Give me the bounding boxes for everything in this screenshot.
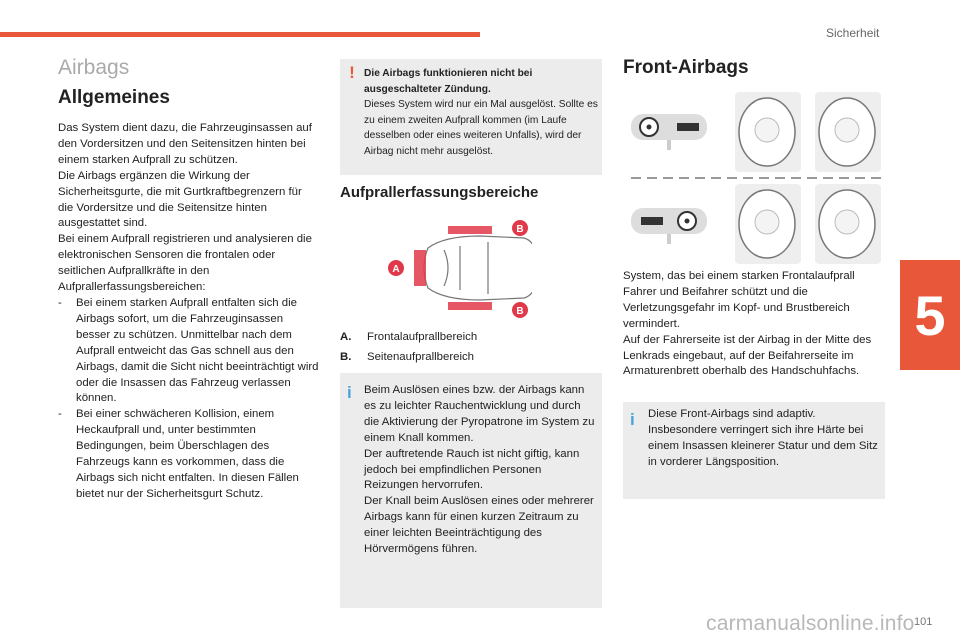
list-item (58, 407, 320, 502)
seat-occupant-2 (815, 92, 881, 172)
warning-body-text: Dieses System wird nur ein Mal ausgelöst. Sollte es zu einem zweiten Aufprall kommen (im Laufe desselben oder eines weiteren Unfalls), wird der Airbag nicht mehr ausgelöst. (364, 99, 598, 157)
paragraph: Beim Auslösen eines bzw. der Airbags kann es zu leichter Rauchentwicklung und durch die Aktivierung der Pyropatrone im System zu einem Knall kommen. (364, 384, 595, 444)
paragraph: Der Knall beim Auslösen eines oder mehrerer Airbags kann für einen kurzen Zeitraum zu einer leichten Beeinträchtigung des Hörvermögens führen. (364, 495, 594, 556)
front-airbags-text (623, 269, 885, 380)
legend-label: Frontalaufprallbereich (367, 331, 478, 343)
header-accent-bar (0, 32, 480, 37)
paragraph: Der auftretende Rauch ist nicht giftig, kann jedoch bei empfindlichen Personen Reizungen hervorrufen. (364, 447, 580, 492)
warning-text (364, 66, 598, 160)
info-icon: i (630, 410, 635, 429)
seat-occupant-1 (735, 92, 801, 172)
bullet-dash: - (58, 408, 62, 421)
legend-key: A. (340, 331, 352, 343)
page-title: Airbags (58, 56, 130, 79)
section-name: Sicherheit (826, 26, 880, 40)
dashboard-lhd (631, 114, 707, 150)
info-text: Diese Front-Airbags sind adaptiv. Insbesondere verringert sich ihre Härte bei einem Insassen kleinerer Statur und dem Sitz in vorderer Längsposition. (648, 408, 878, 468)
paragraph: Das System dient dazu, die Fahrzeuginsassen auf den Vordersitzen und den Seitensitzen hinten bei einem starken Aufprall zu schützen. (58, 122, 312, 166)
watermark: carmanualsonline.info (706, 612, 915, 635)
legend-item (340, 327, 600, 347)
bullet-dash: - (58, 296, 62, 309)
front-airbags-diagram (631, 90, 883, 265)
list-item (58, 296, 320, 407)
marker-b-top (512, 220, 528, 236)
section-heading: Aufprallerfassungsbereiche (340, 184, 539, 201)
warning-bold-text: Die Airbags funktionieren nicht bei ausgeschalteter Zündung. (364, 68, 533, 95)
seat-occupant-3 (735, 184, 801, 264)
info-icon: i (347, 383, 352, 402)
paragraph: Die Airbags ergänzen die Wirkung der Sicherheitsgurte, die mit Gurtkraftbegrenzern für die Vordersitze und die Seitensitze hinten ausgestattet sind. (58, 169, 302, 230)
diagram-legend (340, 327, 600, 367)
legend-key: B. (340, 351, 352, 363)
paragraph: System, das bei einem starken Frontalaufprall Fahrer und Beifahrer schützt und die Verletzungsgefahr im Kopf- und Brustbereich vermindert. (623, 270, 855, 330)
info-text (364, 383, 596, 558)
intro-text-block (58, 121, 320, 503)
section-heading: Allgemeines (58, 87, 170, 108)
front-impact-zone (414, 250, 426, 286)
side-impact-zone-top (448, 226, 492, 234)
dashboard-rhd (631, 208, 707, 244)
seat-occupant-4 (815, 184, 881, 264)
car-top-view (424, 236, 532, 300)
section-heading: Front-Airbags (623, 57, 749, 78)
paragraph: Auf der Fahrerseite ist der Airbag in der Mitte des Lenkrads eingebaut, auf der Beifahrerseite im Armaturenbrett oberhalb des Handschuhfachs. (623, 333, 872, 378)
list-item-text: Bei einem starken Aufprall entfalten sich die Airbags sofort, um die Fahrzeuginsassen besser zu schützen. Unmittelbar nach dem Aufprall entweicht das Gas schnell aus den Airbags, damit die Sicht nicht beeinträchtigt wird oder die Insassen das Fahrzeug verlassen können. (76, 296, 319, 405)
marker-b-bottom (512, 302, 528, 318)
page-number: 101 (914, 616, 933, 628)
marker-b-bottom-label: B (516, 306, 524, 317)
chapter-tab: 5 (900, 260, 960, 370)
legend-item (340, 347, 600, 367)
list-item-text: Bei einer schwächeren Kollision, einem Heckaufprall und, unter bestimmten Bedingungen, beim Überschlagen des Fahrzeugs kann es vorkommen, dass die Airbags sich nicht entfalten. In diesen Fällen bietet nur der Sicherheitsgurt Schutz. (76, 408, 299, 500)
warning-exclamation-icon: ! (349, 63, 355, 82)
paragraph: Bei einem Aufprall registrieren und analysieren die elektronischen Sensoren die frontalen oder seitlichen Aufprallkräfte in den Aufprallerfassungsbereichen: (58, 233, 312, 294)
legend-label: Seitenaufprallbereich (367, 351, 475, 363)
marker-a-label: A (392, 264, 400, 275)
side-impact-zone-bottom (448, 302, 492, 310)
marker-b-top-label: B (516, 224, 524, 235)
impact-zones-diagram (384, 212, 532, 324)
marker-a (388, 260, 404, 276)
